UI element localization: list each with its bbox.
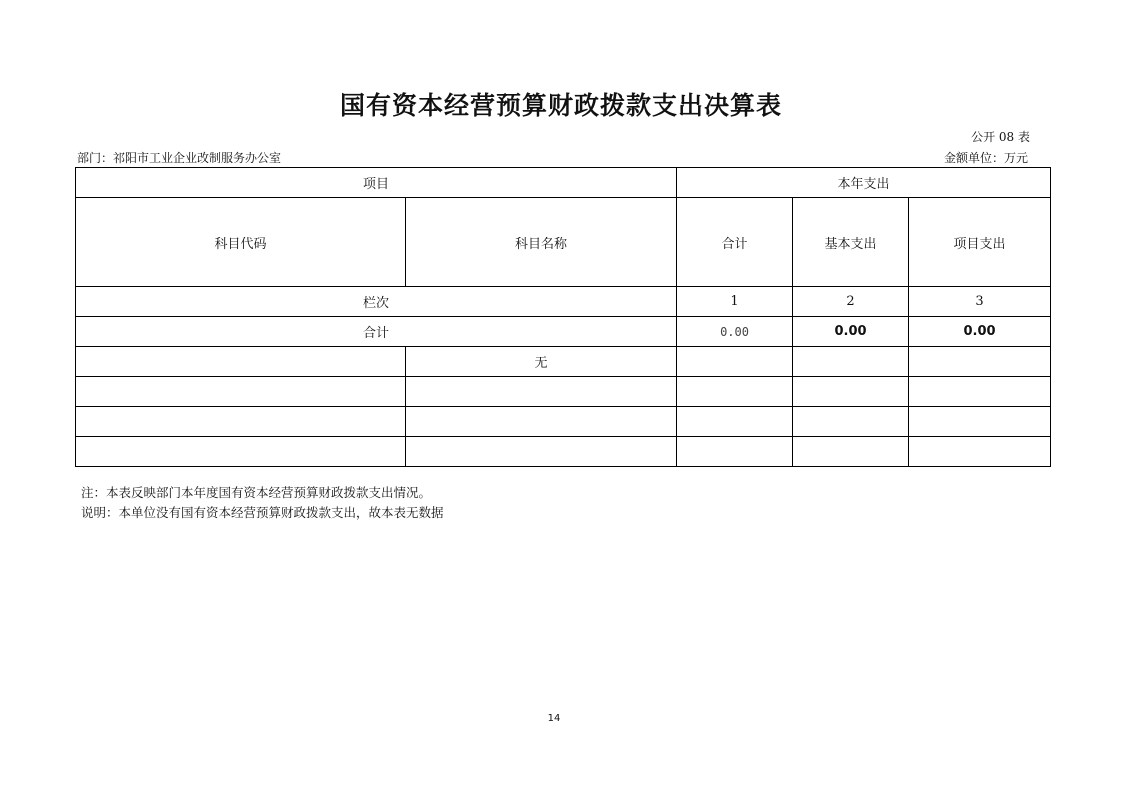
cell-project — [909, 347, 1051, 377]
unit-label: 金额单位：万元 — [943, 151, 1028, 165]
cell-code — [76, 347, 406, 377]
table-row-total — [76, 317, 1051, 347]
col-basic: 基本支出 — [793, 198, 909, 287]
row-index-label: 栏次 — [76, 287, 677, 317]
project-value: 0.00 — [909, 317, 1051, 347]
header-item: 项目 — [76, 168, 677, 198]
index-3: 3 — [909, 287, 1051, 317]
table-row-index — [76, 287, 1051, 317]
table-row — [76, 347, 1051, 377]
expenditure-table — [75, 167, 1051, 467]
form-number: 公开 08 表 — [971, 130, 1030, 144]
explanation-text: 说明：本单位没有国有资本经营预算财政拨款支出，故本表无数据 — [81, 505, 444, 520]
cell-total — [677, 347, 793, 377]
cell-name — [406, 437, 677, 467]
cell-name — [406, 377, 677, 407]
cell-total — [677, 437, 793, 467]
page-title: 国有资本经营预算财政拨款支出决算表 — [339, 91, 782, 120]
cell-basic — [793, 407, 909, 437]
cell-code — [76, 407, 406, 437]
cell-basic — [793, 377, 909, 407]
cell-basic — [793, 347, 909, 377]
cell-project — [909, 377, 1051, 407]
index-1: 1 — [677, 287, 793, 317]
note-text: 注：本表反映部门本年度国有资本经营预算财政拨款支出情况。 — [81, 485, 432, 500]
cell-code — [76, 377, 406, 407]
total-label: 合计 — [76, 317, 677, 347]
table-row — [76, 407, 1051, 437]
col-name: 科目名称 — [406, 198, 677, 287]
basic-value: 0.00 — [793, 317, 909, 347]
table-row — [76, 377, 1051, 407]
index-2: 2 — [793, 287, 909, 317]
table-row — [76, 437, 1051, 467]
col-code: 科目代码 — [76, 198, 406, 287]
none-label: 无 — [406, 347, 677, 377]
cell-name — [406, 407, 677, 437]
cell-total — [677, 407, 793, 437]
cell-total — [677, 377, 793, 407]
col-project: 项目支出 — [909, 198, 1051, 287]
table-header-row — [76, 168, 1051, 198]
table-subheader-row — [76, 198, 1051, 287]
cell-basic — [793, 437, 909, 467]
total-value: 0.00 — [677, 317, 793, 347]
page-number: 14 — [547, 713, 561, 724]
cell-project — [909, 407, 1051, 437]
cell-code — [76, 437, 406, 467]
col-total: 合计 — [677, 198, 793, 287]
cell-project — [909, 437, 1051, 467]
header-expense: 本年支出 — [677, 168, 1051, 198]
department-label: 部门：祁阳市工业企业改制服务办公室 — [77, 151, 282, 165]
